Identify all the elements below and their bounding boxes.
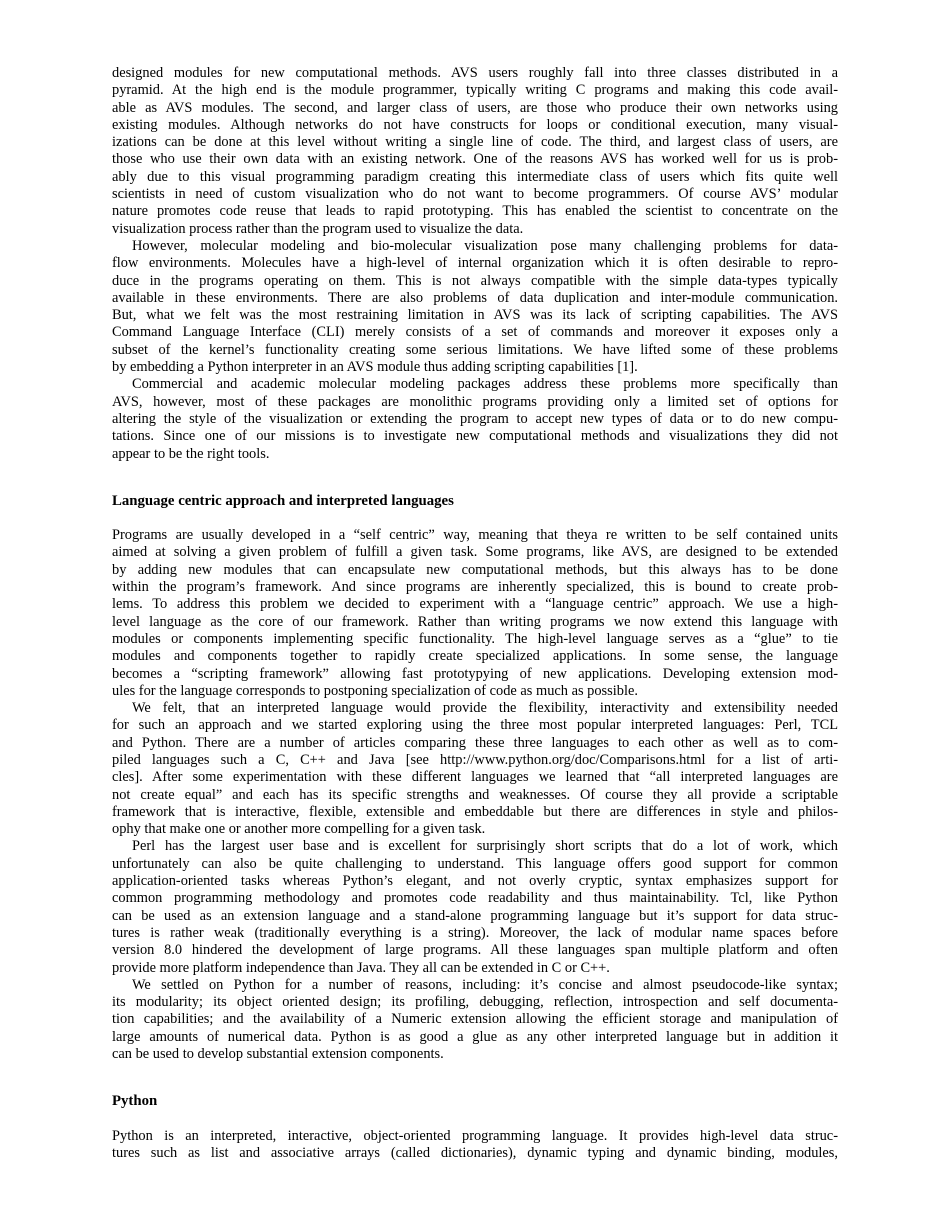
paragraph [112,1128,838,1163]
text-line: flow environments. Molecules have a high-level of internal organization which it is often desirable to repro- [112,255,838,272]
paragraph [112,527,838,700]
text-line: ophy that make one or another more compelling for a given task. [112,821,486,838]
text-line: Commercial and academic molecular modeling packages address these problems more specifically than [132,376,838,393]
text-line: However, molecular modeling and bio-molecular visualization pose many challenging problems for data- [132,237,838,254]
text-line: lems. To address this problem we decided to experiment with a “language centric” approach. We use a high- [112,596,838,613]
text-line: able as AVS modules. The second, and larger class of users, are those who produce their own networks using [112,99,838,116]
section-heading: Language centric approach and interpreted languages [112,492,454,509]
text-line: Command Language Interface (CLI) merely consists of a set of commands and moreover it exposes only a [112,324,838,341]
text-line: within the program’s framework. And since programs are inherently specialized, this is bound to create prob- [112,579,838,596]
text-line: piled languages such a C, C++ and Java [see http://www.python.org/doc/Comparisons.html for a list of arti- [112,751,838,768]
text-line: not create equal” and each has its specific strengths and weaknesses. Of course they all provide a scriptable [112,786,838,803]
text-line: designed modules for new computational methods. AVS users roughly fall into three classes distributed in a [112,65,838,81]
page-body [112,65,838,1162]
text-line: and Python. There are a number of articles comparing these three languages to each other as well as to com- [112,734,838,751]
text-line: tures such as list and associative arrays (called dictionaries), dynamic typing and dynamic binding, modules, [112,1144,838,1161]
text-line: large amounts of numerical data. Python is as good a glue as any other interpreted language but in addition it [112,1028,838,1045]
text-line: framework that is interactive, flexible, extensible and embeddable but there are differences in style and philos- [112,803,838,820]
text-line: subset of the kernel’s functionality creating some serious limitations. We have lifted some of these problems [112,341,838,358]
paragraph [112,977,838,1063]
paragraph [112,838,838,976]
text-line: ably due to this visual programming paradigm creating this intermediate class of users which fits quite well [112,168,838,185]
text-line: tion capabilities; and the availability of a Numeric extension allowing the efficient storage and manipulation of [112,1011,838,1028]
text-line: version 8.0 hindered the development of large programs. All these languages span multiple platform and often [112,942,838,959]
paragraph [112,65,838,238]
text-line: common programming methodology and promotes code readability and thus maintainability. Tcl, like Python [112,890,838,907]
text-line: Perl has the largest user base and is excellent for surprisingly short scripts that do a lot of work, which [132,838,838,855]
section-heading: Python [112,1093,158,1110]
text-line: existing modules. Although networks do not have constructs for loops or conditional execution, many visual- [112,116,838,133]
text-line: unfortunately can also be quite challenging to understand. This language offers good support for common [112,855,838,872]
text-line: Programs are usually developed in a “self centric” way, meaning that theya re written to be self contained units [112,527,838,544]
text-line: ules for the language corresponds to postponing specialization of code as much as possible. [112,682,638,699]
text-line: available in these environments. There are also problems of data duplication and inter-module communication. [112,289,838,306]
text-line: modules or components implementing specific functionality. The high-level language serves as a “glue” to tie [112,630,838,647]
text-line: appear to be the right tools. [112,445,270,462]
text-line: by adding new modules that can encapsulate new computational methods, but this always has to be done [112,561,838,578]
text-line: its modularity; its object oriented design; its profiling, debugging, reflection, introspection and self documenta- [112,994,838,1011]
text-line: altering the style of the visualization or extending the program to accept new types of data or to do new compu- [112,410,838,427]
text-line: We settled on Python for a number of reasons, including: it’s concise and almost pseudocode-like syntax; [132,976,838,993]
text-line: visualization process rather than the program used to visualize the data. [112,220,524,237]
paragraph [112,238,838,376]
text-line: pyramid. At the high end is the module programmer, typically writing C programs and making this code avail- [112,82,838,99]
text-line: izations can be done at this level without writing a single line of code. The third, and largest class of users, are [112,134,838,151]
text-line: becomes a “scripting framework” allowing fast prototypying of new applications. Developing extension mod- [112,665,838,682]
text-line: cles]. After some experimentation with these different languages we learned that “all interpreted languages are [112,769,838,786]
text-line: application-oriented tasks whereas Python’s elegant, and not overly cryptic, syntax emphasizes support for [112,873,838,890]
text-line: Python is an interpreted, interactive, object-oriented programming language. It provides high-level data struc- [112,1127,838,1144]
text-line: But, what we felt was the most restraining limitation in AVS was its lack of scripting capabilities. The AVS [112,307,838,324]
text-line: tations. Since one of our missions is to investigate new computational methods and visualizations they did not [112,428,838,445]
text-line: by embedding a Python interpreter in an AVS module thus adding scripting capabilities [1]. [112,359,638,376]
text-line: scientists in need of custom visualization who do not want to become programmers. Of course AVS’ modular [112,186,838,203]
text-line: We felt, that an interpreted language would provide the flexibility, interactivity and extensibility needed [132,700,838,717]
text-line: can be used to develop substantial extension components. [112,1046,444,1063]
text-line: for such an approach and we started exploring using the three most popular interpreted languages: Perl, TCL [112,717,838,734]
paragraph [112,700,838,838]
text-line: can be used as an extension language and a stand-alone programming language but it’s support for data struc- [112,907,838,924]
text-line: duce in the programs operating on them. This is not always compatible with the simple data-types typically [112,272,838,289]
text-line: modules and components together to rapidly create specialized applications. In some sense, the language [112,648,838,665]
text-line: nature promotes code reuse that leads to rapid prototyping. This has enabled the scientist to concentrate on the [112,203,838,220]
text-line: provide more platform independence than Java. They all can be extended in C or C++. [112,959,610,976]
paragraph [112,376,838,462]
text-line: aimed at solving a given problem of fulfill a given task. Some programs, like AVS, are designed to be extended [112,544,838,561]
text-line: those who use their own data with an existing network. One of the reasons AVS has worked well for us is prob- [112,151,838,168]
text-line: AVS, however, most of these packages are monolithic programs providing only a limited set of options for [112,393,838,410]
text-line: tures is rather weak (traditionally everything is a string). Moreover, the lack of modular name spaces before [112,924,838,941]
text-line: level language as the core of our framework. Rather than writing programs we now extend this language with [112,613,838,630]
